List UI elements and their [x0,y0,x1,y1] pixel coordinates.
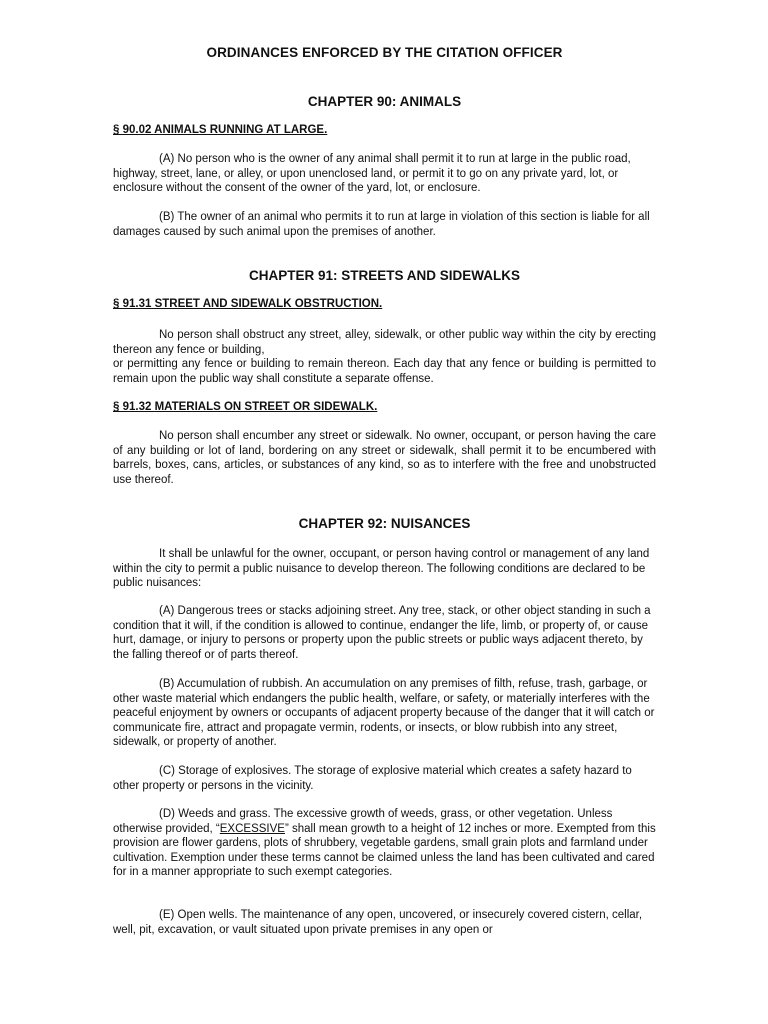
chapter-92-para-c: (C) Storage of explosives. The storage of explosive material which creates a safety hazard to other property or persons in the vicinity. [113,765,632,792]
section-91-31-para-line2: or permitting any fence or building to remain thereon. Each day that any fence or building is permitted to remain upon the public way shall constitute a separate offense. [113,358,656,385]
section-91-31-para-line1: No person shall obstruct any street, alley, sidewalk, or other public way within the city by erecting thereon any fence or building, [113,329,656,356]
excessive-term: EXCESSIVE [219,822,285,835]
chapter-92-para-e: (E) Open wells. The maintenance of any open, uncovered, or insecurely covered cistern, cellar, well, pit, excavation, or vault situated upon private premises in any open or [113,909,643,936]
section-91-32-heading: § 91.32 MATERIALS ON STREET OR SIDEWALK. [113,401,378,413]
section-90-02-heading: § 90.02 ANIMALS RUNNING AT LARGE. [113,124,328,136]
section-90-02-para-a: (A) No person who is the owner of any animal shall permit it to run at large in the public road, highway, street, lane, or alley, or upon unenclosed land, or permit it to go on any private yard, lot, or enclosure without the consent of the owner of the yard, lot, or enclosure. [113,153,631,195]
chapter-90-heading: CHAPTER 90: ANIMALS [307,94,462,109]
section-91-31-heading: § 91.31 STREET AND SIDEWALK OBSTRUCTION. [113,298,383,310]
document-page [113,0,656,1024]
chapter-92-para-b: (B) Accumulation of rubbish. An accumulation on any premises of filth, refuse, trash, garbage, or other waste material which endangers the public health, welfare, or safety, or materially interferes with the peaceful enjoyment by owners or occupants of adjacent property because of the danger that it will catch or communicate fire, attract and propagate vermin, rodents, or insects, or blow rubbish into any street, sidewalk, or property of another. [113,678,655,749]
chapter-92-heading: CHAPTER 92: NUISANCES [298,516,471,531]
document-title: ORDINANCES ENFORCED BY THE CITATION OFFICER [206,45,563,60]
chapter-92-para-d [113,807,656,880]
chapter-92-para-a: (A) Dangerous trees or stacks adjoining street. Any tree, stack, or other object standing in such a condition that it will, if the condition is allowed to continue, endanger the life, limb, or property of, or cause hurt, damage, or injury to persons or property upon the public streets or public ways adjacent thereto, by the falling thereof or of parts thereof. [113,605,651,661]
para-d-text-before: (D) Weeds and grass. The excessive growth of weeds, grass, or other vegetation. Unless otherwise provided, “ [113,808,613,835]
section-90-02-para-b: (B) The owner of an animal who permits it to run at large in violation of this section is liable for all damages caused by such animal upon the premises of another. [113,211,650,238]
chapter-91-heading: CHAPTER 91: STREETS AND SIDEWALKS [248,268,521,283]
section-91-32-para: No person shall encumber any street or sidewalk. No owner, occupant, or person having the care of any building or lot of land, bordering on any street or sidewalk, shall permit it to be encumbered with barrels, boxes, cans, articles, or substances of any kind, so as to interfere with the free and unobstructed use thereof. [113,430,656,486]
chapter-92-intro: It shall be unlawful for the owner, occupant, or person having control or management of any land within the city to permit a public nuisance to develop thereon. The following conditions are declared to be public nuisances: [113,548,650,590]
para-d-text-after: ” shall mean growth to a height of 12 inches or more. Exempted from this provision are flower gardens, plots of shrubbery, vegetable gardens, small grain plots and farmland under cultivation. Exemption under these terms cannot be claimed unless the land has been cultivated and cared for in a manner appropriate to such exempt categories. [113,822,656,879]
